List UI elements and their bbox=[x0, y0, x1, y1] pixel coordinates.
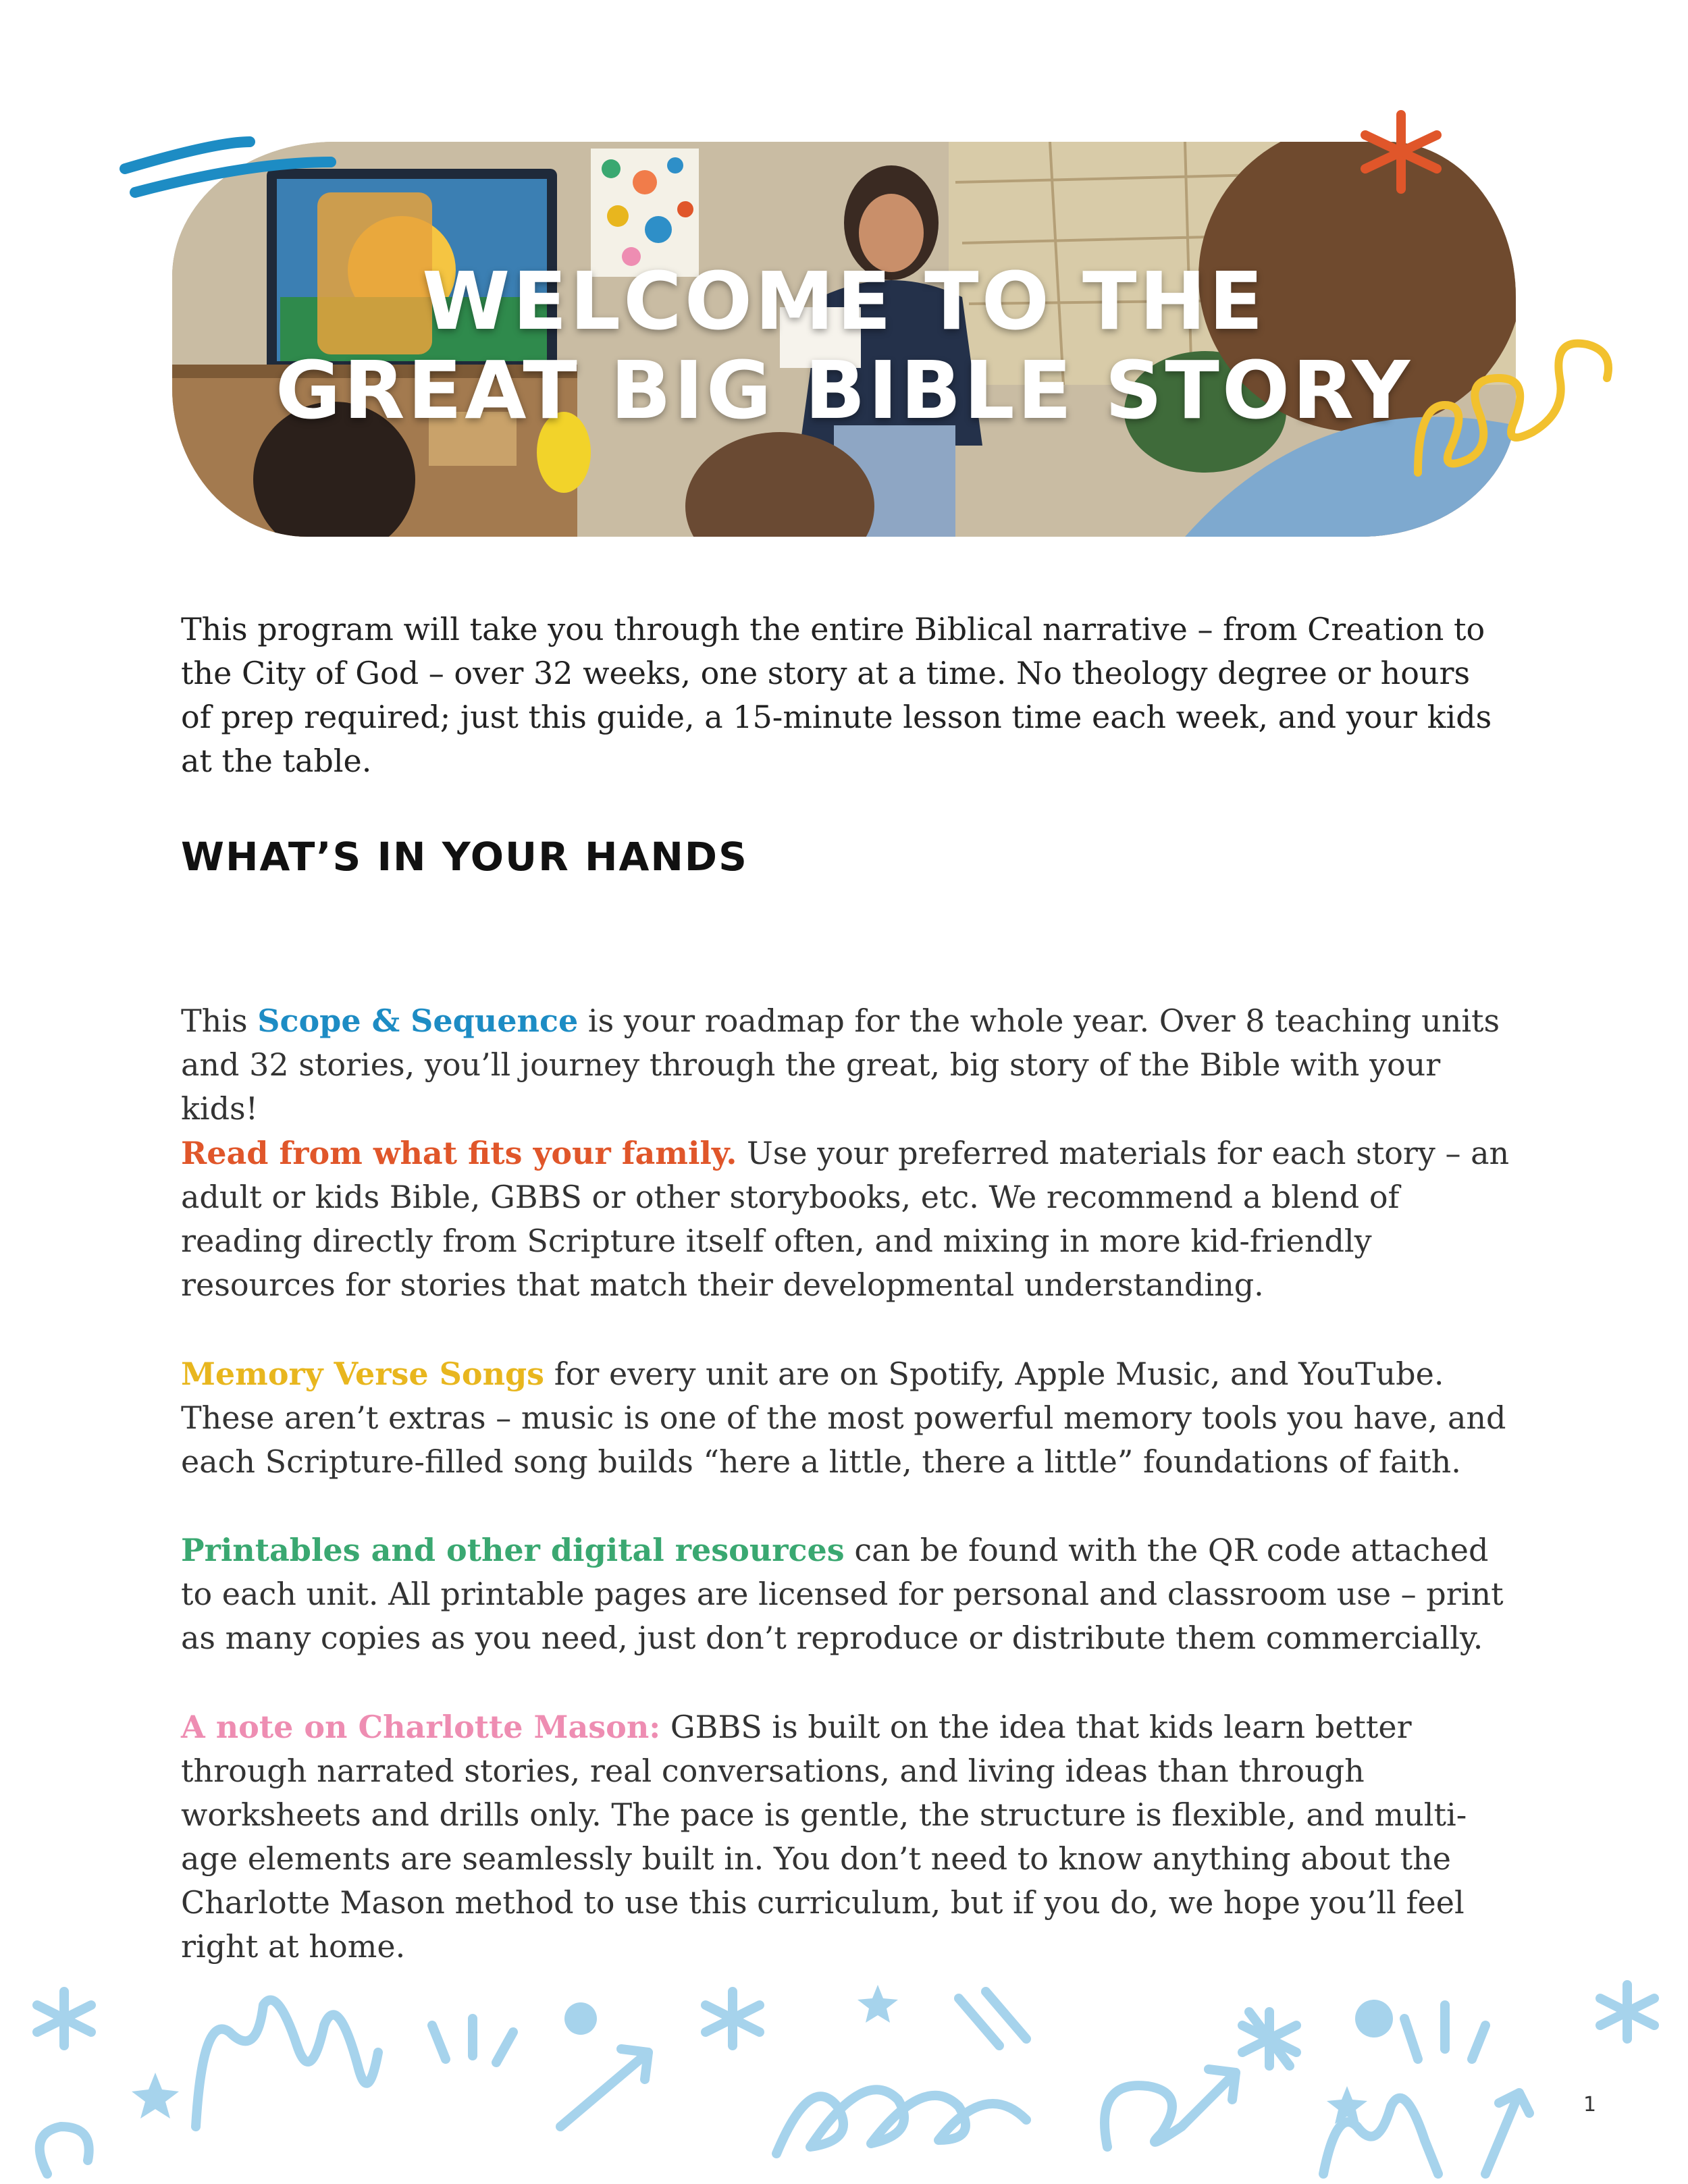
charlotte-highlight: A note on Charlotte Mason: bbox=[181, 1709, 661, 1745]
read-text: Use your preferred materials for each story – an adult or kids Bible, GBBS or other storybooks, etc. We recommend a blend of reading directly from Scripture itself often, and mixing in more kid-friendly resources for stories that match their developmental understanding. bbox=[181, 1135, 1510, 1303]
orange-asterisk-icon bbox=[1357, 108, 1445, 196]
printables-paragraph bbox=[181, 1528, 1511, 1660]
title-line-1: WELCOME TO THE bbox=[422, 255, 1266, 348]
printables-text: can be found with the QR code attached to each unit. All printable pages are licensed for personal and classroom use – print as many copies as you need, just don’t reproduce or distribute them commercially. bbox=[181, 1532, 1504, 1656]
intro-paragraph: This program will take you through the entire Biblical narrative – from Creation to the City of God – over 32 weeks, one story at a time. No theology degree or hours of prep required; just this guide, a 15-minute lesson time each week, and your kids at the table. bbox=[181, 611, 1492, 779]
charlotte-text: GBBS is built on the idea that kids learn better through narrated stories, real conversations, and living ideas than through worksheets and drills only. The pace is gentle, the structure is flexible, and multi-age elements are seamlessly built in. You don’t need to know anything about the Charlotte Mason method to use this curriculum, but if you do, we hope you’ll feel right at home. bbox=[181, 1709, 1467, 1965]
scope-text: is your roadmap for the whole year. Over 8 teaching units and 32 stories, you’ll journey through the great, big story of the Bible with your kids! bbox=[181, 1003, 1500, 1127]
songs-highlight: Memory Verse Songs bbox=[181, 1356, 545, 1392]
footer-doodle-icon bbox=[0, 1971, 1688, 2184]
read-highlight: Read from what fits your family. bbox=[181, 1135, 737, 1171]
songs-paragraph bbox=[181, 1352, 1511, 1484]
charlotte-paragraph bbox=[181, 1705, 1511, 1969]
blue-scribble-icon bbox=[115, 128, 344, 216]
classroom-photo bbox=[172, 142, 1516, 537]
title-line-2: GREAT BIG BIBLE STORY bbox=[275, 344, 1413, 437]
printables-highlight: Printables and other digital resources bbox=[181, 1532, 845, 1568]
scope-highlight: Scope & Sequence bbox=[257, 1003, 579, 1039]
scope-lead: This bbox=[181, 1003, 258, 1039]
hero-banner bbox=[172, 142, 1516, 537]
section-heading: WHAT’S IN YOUR HANDS bbox=[181, 834, 748, 880]
page-title bbox=[172, 257, 1516, 435]
scope-paragraph bbox=[181, 999, 1511, 1131]
songs-text: for every unit are on Spotify, Apple Music, and YouTube. These aren’t extras – music is one of the most powerful memory tools you have, and each Scripture-filled song builds “here a little, there a little” foundations of faith. bbox=[181, 1356, 1506, 1480]
page-number: 1 bbox=[1583, 2093, 1597, 2116]
read-paragraph bbox=[181, 1131, 1511, 1307]
yellow-loop-scribble-icon bbox=[1404, 317, 1620, 493]
